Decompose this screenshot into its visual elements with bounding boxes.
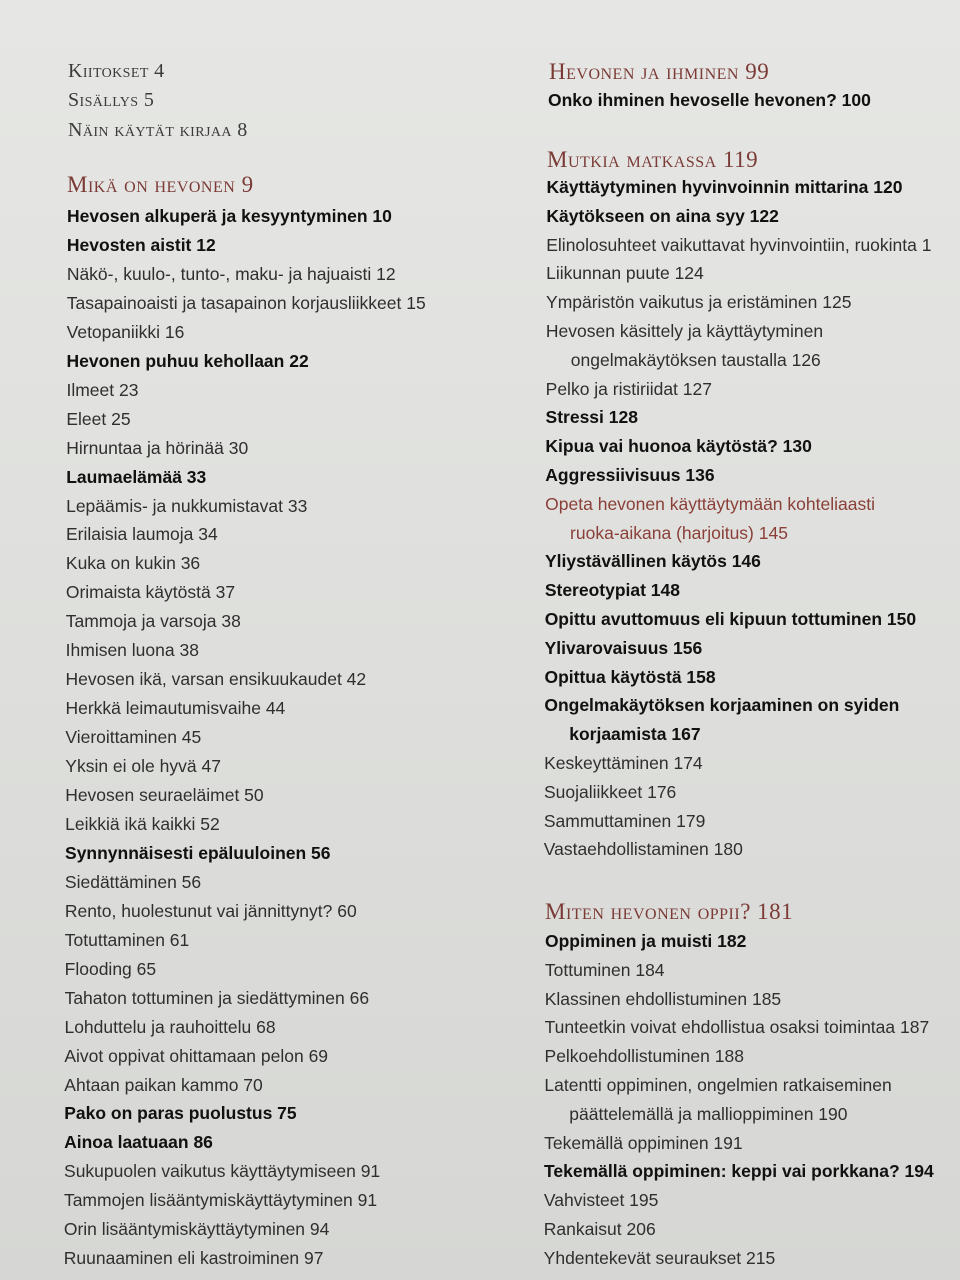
toc-entry: Ympäristön vaikutus ja eristäminen 125 — [546, 292, 852, 313]
toc-entry: Orin lisääntymiskäyttäytyminen 94 — [63, 1219, 330, 1240]
toc-chapter-heading: Ongelmakäytöksen korjaaminen on syiden — [544, 695, 900, 716]
toc-entry: Tunteetkin voivat ehdollistua osaksi toimintaa 187 — [544, 1017, 930, 1038]
toc-entry: Vieroittaminen 45 — [65, 727, 202, 748]
front-matter-entry: Sisällys 5 — [68, 89, 155, 111]
toc-entry: Yhdentekevät seuraukset 215 — [543, 1247, 776, 1268]
toc-entry: Rankaisut 206 — [543, 1219, 656, 1239]
toc-entry: Leikkiä ikä kaikki 52 — [65, 813, 220, 834]
toc-chapter-heading: Opittu avuttomuus eli kipuun tottuminen 150 — [544, 609, 917, 629]
toc-entry: Flooding 65 — [64, 958, 157, 979]
toc-entry: Yksin ei ole hyvä 47 — [65, 756, 221, 777]
toc-chapter-heading: Laumaelämää 33 — [66, 466, 207, 487]
toc-entry: Hevosen seuraeläimet 50 — [65, 785, 264, 805]
toc-chapter-heading: Onko ihminen hevoselle hevonen? 100 — [548, 90, 871, 110]
toc-entry: Aivot oppivat ohittamaan pelon 69 — [64, 1045, 329, 1066]
toc-chapter-heading: Pako on paras puolustus 75 — [64, 1103, 297, 1124]
section-title: Mutkia matkassa 119 — [547, 147, 759, 172]
toc-entry: Erilaisia laumoja 34 — [66, 524, 218, 545]
toc-entry: Orimaista käytöstä 37 — [65, 582, 236, 603]
toc-entry: Lepäämis- ja nukkumistavat 33 — [66, 495, 308, 516]
toc-chapter-heading: Oppiminen ja muisti 182 — [545, 931, 747, 951]
toc-entry: Totuttaminen 61 — [64, 929, 190, 950]
toc-chapter-heading: Opittua käytöstä 158 — [544, 666, 716, 687]
toc-chapter-heading: Synnynnäisesti epäluuloinen 56 — [65, 842, 331, 863]
toc-entry: Klassinen ehdollistuminen 185 — [544, 988, 782, 1009]
toc-entry: Hevosen ikä, varsan ensikuukaudet 42 — [65, 669, 367, 690]
toc-entry: Kuka on kukin 36 — [65, 553, 201, 574]
toc-entry: Tottuminen 184 — [544, 959, 665, 980]
toc-chapter-heading: korjaamista 167 — [569, 724, 701, 745]
toc-entry: Vetopaniikki 16 — [66, 321, 185, 342]
toc-entry: Tekemällä oppiminen 191 — [544, 1132, 743, 1153]
toc-entry: Latentti oppiminen, ongelmien ratkaiseminen — [544, 1075, 892, 1095]
toc-entry: Lohduttelu ja rauhoittelu 68 — [64, 1016, 276, 1037]
toc-entry: Tammojen lisääntymiskäyttäytyminen 91 — [63, 1190, 378, 1211]
toc-chapter-heading: Stressi 128 — [545, 407, 638, 428]
toc-chapter-heading: Kipua vai huonoa käytöstä? 130 — [545, 436, 812, 457]
toc-entry: Hevosen käsittely ja käyttäytyminen — [545, 321, 824, 341]
toc-entry: ruoka-aikana (harjoitus) 145 — [570, 522, 788, 543]
toc-entry: Pelko ja ristiriidat 127 — [545, 378, 712, 399]
toc-entry: Sukupuolen vaikutus käyttäytymiseen 91 — [64, 1161, 381, 1182]
section-title: Mikä on hevonen 9 — [67, 172, 254, 197]
toc-entry: Tahaton tottuminen ja siedättyminen 66 — [64, 987, 370, 1008]
toc-entry: Elinolosuhteet vaikuttavat hyvinvointiin, ruokinta 1 — [546, 234, 932, 255]
toc-entry: Ahtaan paikan kammo 70 — [64, 1074, 263, 1095]
toc-chapter-heading: Yliystävällinen käytös 146 — [544, 551, 761, 572]
section-title: Hevonen ja ihminen 99 — [549, 59, 770, 84]
front-matter-entry: Kiitokset 4 — [68, 60, 165, 82]
front-matter-entry: Näin käytät kirjaa 8 — [68, 119, 248, 141]
section-title: Miten hevonen oppii? 181 — [545, 899, 794, 924]
toc-entry: Herkkä leimautumisvaihe 44 — [65, 698, 286, 719]
toc-entry: päättelemällä ja mallioppiminen 190 — [569, 1103, 848, 1124]
toc-entry: Siedättäminen 56 — [64, 871, 202, 892]
toc-chapter-heading: Stereotypiat 148 — [544, 580, 681, 601]
toc-entry: Ruunaaminen eli kastroiminen 97 — [63, 1248, 324, 1269]
toc-entry: Näkö-, kuulo-, tunto-, maku- ja hajuaisti 12 — [66, 263, 396, 284]
toc-chapter-heading: Hevonen puhuu kehollaan 22 — [66, 350, 309, 371]
toc-entry: Sammuttaminen 179 — [543, 810, 706, 831]
toc-chapter-heading: Hevosen alkuperä ja kesyyntyminen 10 — [67, 206, 392, 226]
toc-entry: Pelkoehdollistuminen 188 — [544, 1046, 744, 1067]
toc-chapter-heading: Hevosten aistit 12 — [66, 234, 216, 255]
toc-entry: Ihmisen luona 38 — [65, 640, 199, 661]
toc-entry: Rento, huolestunut vai jännittynyt? 60 — [64, 900, 357, 921]
toc-entry: Tasapainoaisti ja tasapainon korjausliikkeet 15 — [66, 292, 426, 313]
toc-chapter-heading: Aggressiivisuus 136 — [545, 465, 715, 485]
toc-entry: Hirnuntaa ja hörinää 30 — [66, 437, 249, 458]
toc-entry: Eleet 25 — [66, 408, 131, 429]
toc-chapter-heading: Tekemällä oppiminen: keppi vai porkkana? 194 — [544, 1161, 934, 1182]
toc-entry: ongelmakäytöksen taustalla 126 — [570, 349, 821, 370]
toc-entry: Keskeyttäminen 174 — [544, 753, 703, 773]
toc-entry: Vastaehdollistaminen 180 — [543, 839, 743, 860]
toc-chapter-heading: Ylivarovaisuus 156 — [544, 637, 703, 658]
toc-chapter-heading: Käytökseen on aina syy 122 — [546, 205, 779, 226]
toc-chapter-heading: Ainoa laatuaan 86 — [64, 1132, 213, 1153]
toc-entry: Suojaliikkeet 176 — [543, 781, 677, 802]
toc-chapter-heading: Käyttäytyminen hyvinvoinnin mittarina 120 — [546, 177, 903, 197]
toc-entry: Tammoja ja varsoja 38 — [65, 611, 241, 632]
toc-entry: Ilmeet 23 — [66, 379, 139, 400]
toc-entry: Vahvisteet 195 — [543, 1190, 659, 1211]
toc-entry: Opeta hevonen käyttäytymään kohteliaasti — [545, 493, 875, 514]
toc-entry: Liikunnan puute 124 — [546, 263, 704, 284]
